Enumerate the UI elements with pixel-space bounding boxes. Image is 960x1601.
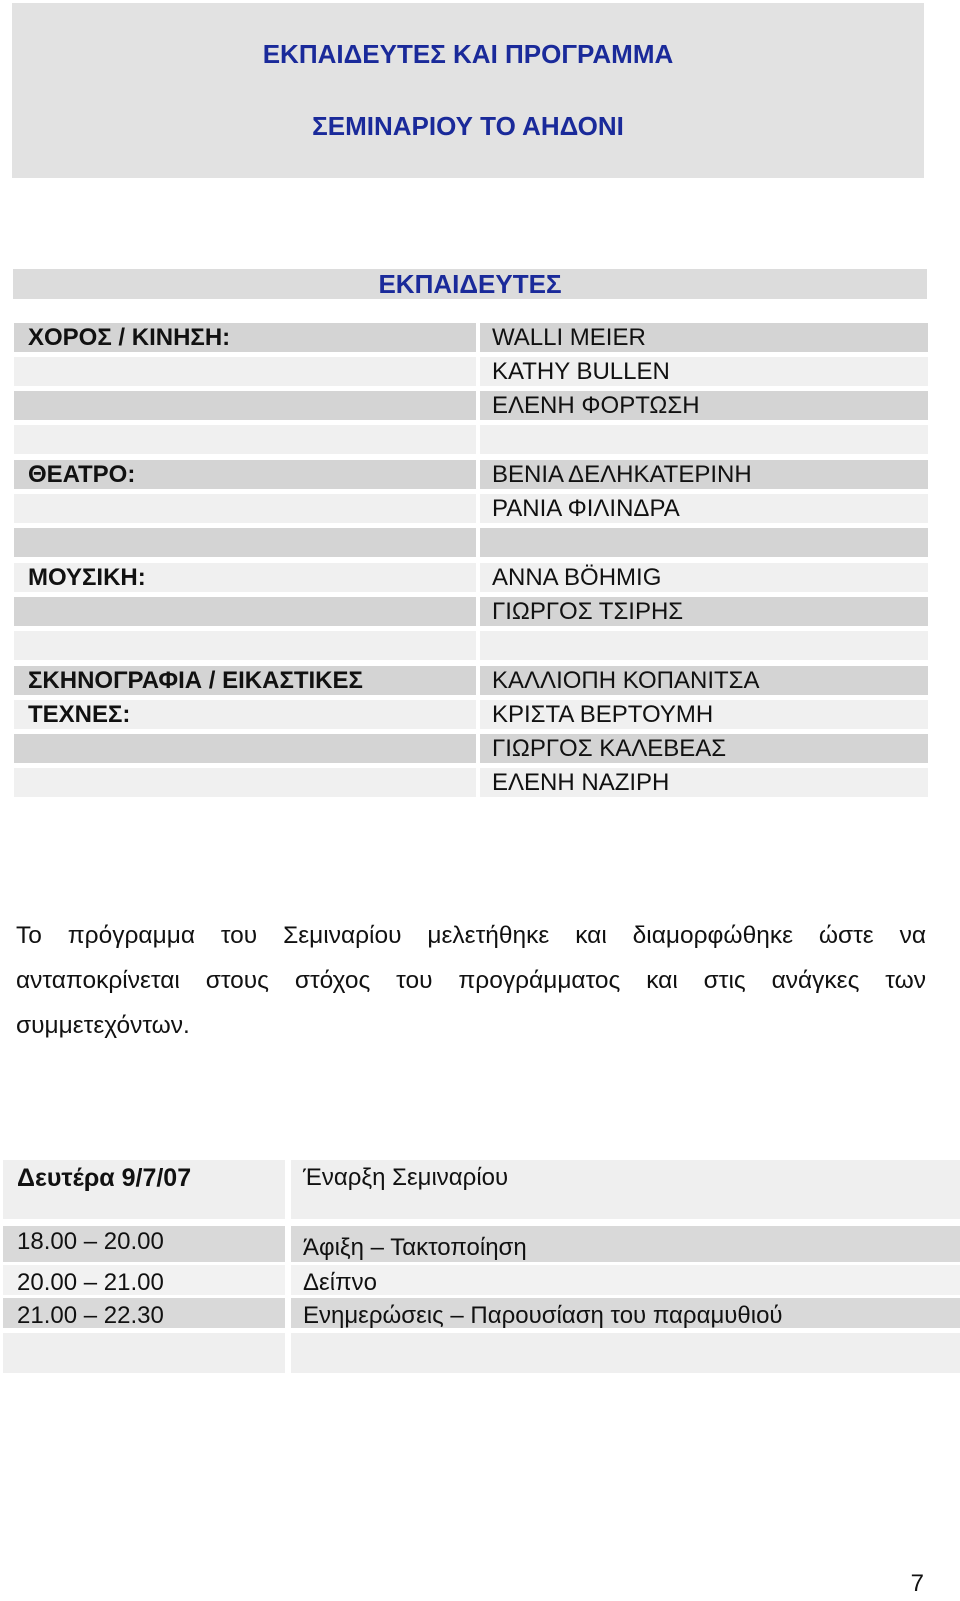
trainer-name: KATHY BULLEN [492, 358, 670, 385]
schedule-day-event: Έναρξη Σεμιναρίου [303, 1164, 509, 1191]
category-scenography-cont: ΤΕΧΝΕΣ: [28, 701, 131, 728]
trainer-name: ΒΕΝΙΑ ΔΕΛΗΚΑΤΕΡΙΝΗ [492, 461, 752, 488]
intro-line: συμμετεχόντων. [16, 1012, 190, 1039]
page-number: 7 [910, 1570, 924, 1597]
row-band [14, 425, 476, 454]
row-band [14, 528, 476, 557]
schedule-event: Άφιξη – Τακτοποίηση [303, 1234, 527, 1261]
row-band [14, 734, 476, 763]
trainer-name: ΑΝΝΑ ΒÖHMIG [492, 564, 662, 591]
document-title-line-2: ΣΕΜΙΝΑΡΙΟΥ ΤΟ ΑΗΔΟΝΙ [312, 111, 624, 141]
category-music: ΜΟΥΣΙΚΗ: [28, 564, 146, 591]
schedule-day: Δευτέρα 9/7/07 [17, 1164, 192, 1192]
trainer-name: ΚΑΛΛΙΟΠΗ ΚΟΠΑΝΙΤΣΑ [492, 667, 760, 694]
row-band [480, 425, 928, 454]
trainer-name: ΡΑΝΙΑ ΦΙΛΙΝΔΡΑ [492, 495, 680, 522]
schedule-band [291, 1265, 960, 1295]
intro-paragraph [16, 913, 926, 1048]
row-band [14, 357, 476, 386]
row-band [14, 768, 476, 797]
trainer-name: ΓΙΩΡΓΟΣ ΚΑΛΕΒΕΑΣ [492, 735, 727, 762]
schedule-band [3, 1333, 285, 1373]
schedule-band [291, 1333, 960, 1373]
trainer-name: ΓΙΩΡΓΟΣ ΤΣΙΡΗΣ [492, 598, 684, 625]
title-box [12, 3, 924, 178]
intro-line: ανταποκρίνεται στους στόχος του προγράμματος και στις ανάγκες των [16, 967, 926, 994]
schedule-time: 20.00 – 21.00 [17, 1269, 164, 1296]
document-title-line-1: ΕΚΠΑΙΔΕΥΤΕΣ ΚΑΙ ΠΡΟΓΡΑΜΜΑ [262, 39, 674, 69]
schedule-event: Ενημερώσεις – Παρουσίαση του παραμυθιού [303, 1302, 783, 1329]
category-scenography: ΣΚΗΝΟΓΡΑΦΙΑ / ΕΙΚΑΣΤΙΚΕΣ [28, 667, 363, 694]
schedule-time: 21.00 – 22.30 [17, 1302, 164, 1329]
row-band [480, 631, 928, 660]
row-band [480, 528, 928, 557]
trainer-name: ΚΡΙΣΤΑ ΒΕΡΤΟΥΜΗ [492, 701, 714, 728]
row-band [14, 494, 476, 523]
trainer-name: WALLI MEIER [492, 324, 646, 351]
trainer-name: ΕΛΕΝΗ ΝΑΖΙΡΗ [492, 769, 670, 796]
trainers-header: ΕΚΠΑΙΔΕΥΤΕΣ [13, 269, 927, 299]
schedule-time: 18.00 – 20.00 [17, 1228, 164, 1255]
row-band [14, 597, 476, 626]
row-band [14, 391, 476, 420]
schedule-event: Δείπνο [303, 1269, 377, 1296]
trainer-name: ΕΛΕΝΗ ΦΟΡΤΩΣΗ [492, 392, 700, 419]
row-band [14, 631, 476, 660]
intro-line: Το πρόγραμμα του Σεμιναρίου μελετήθηκε και διαμορφώθηκε ώστε να [16, 922, 926, 949]
category-dance: ΧΟΡΟΣ / ΚΙΝΗΣΗ: [28, 324, 231, 351]
category-theatre: ΘΕΑΤΡΟ: [28, 461, 136, 488]
